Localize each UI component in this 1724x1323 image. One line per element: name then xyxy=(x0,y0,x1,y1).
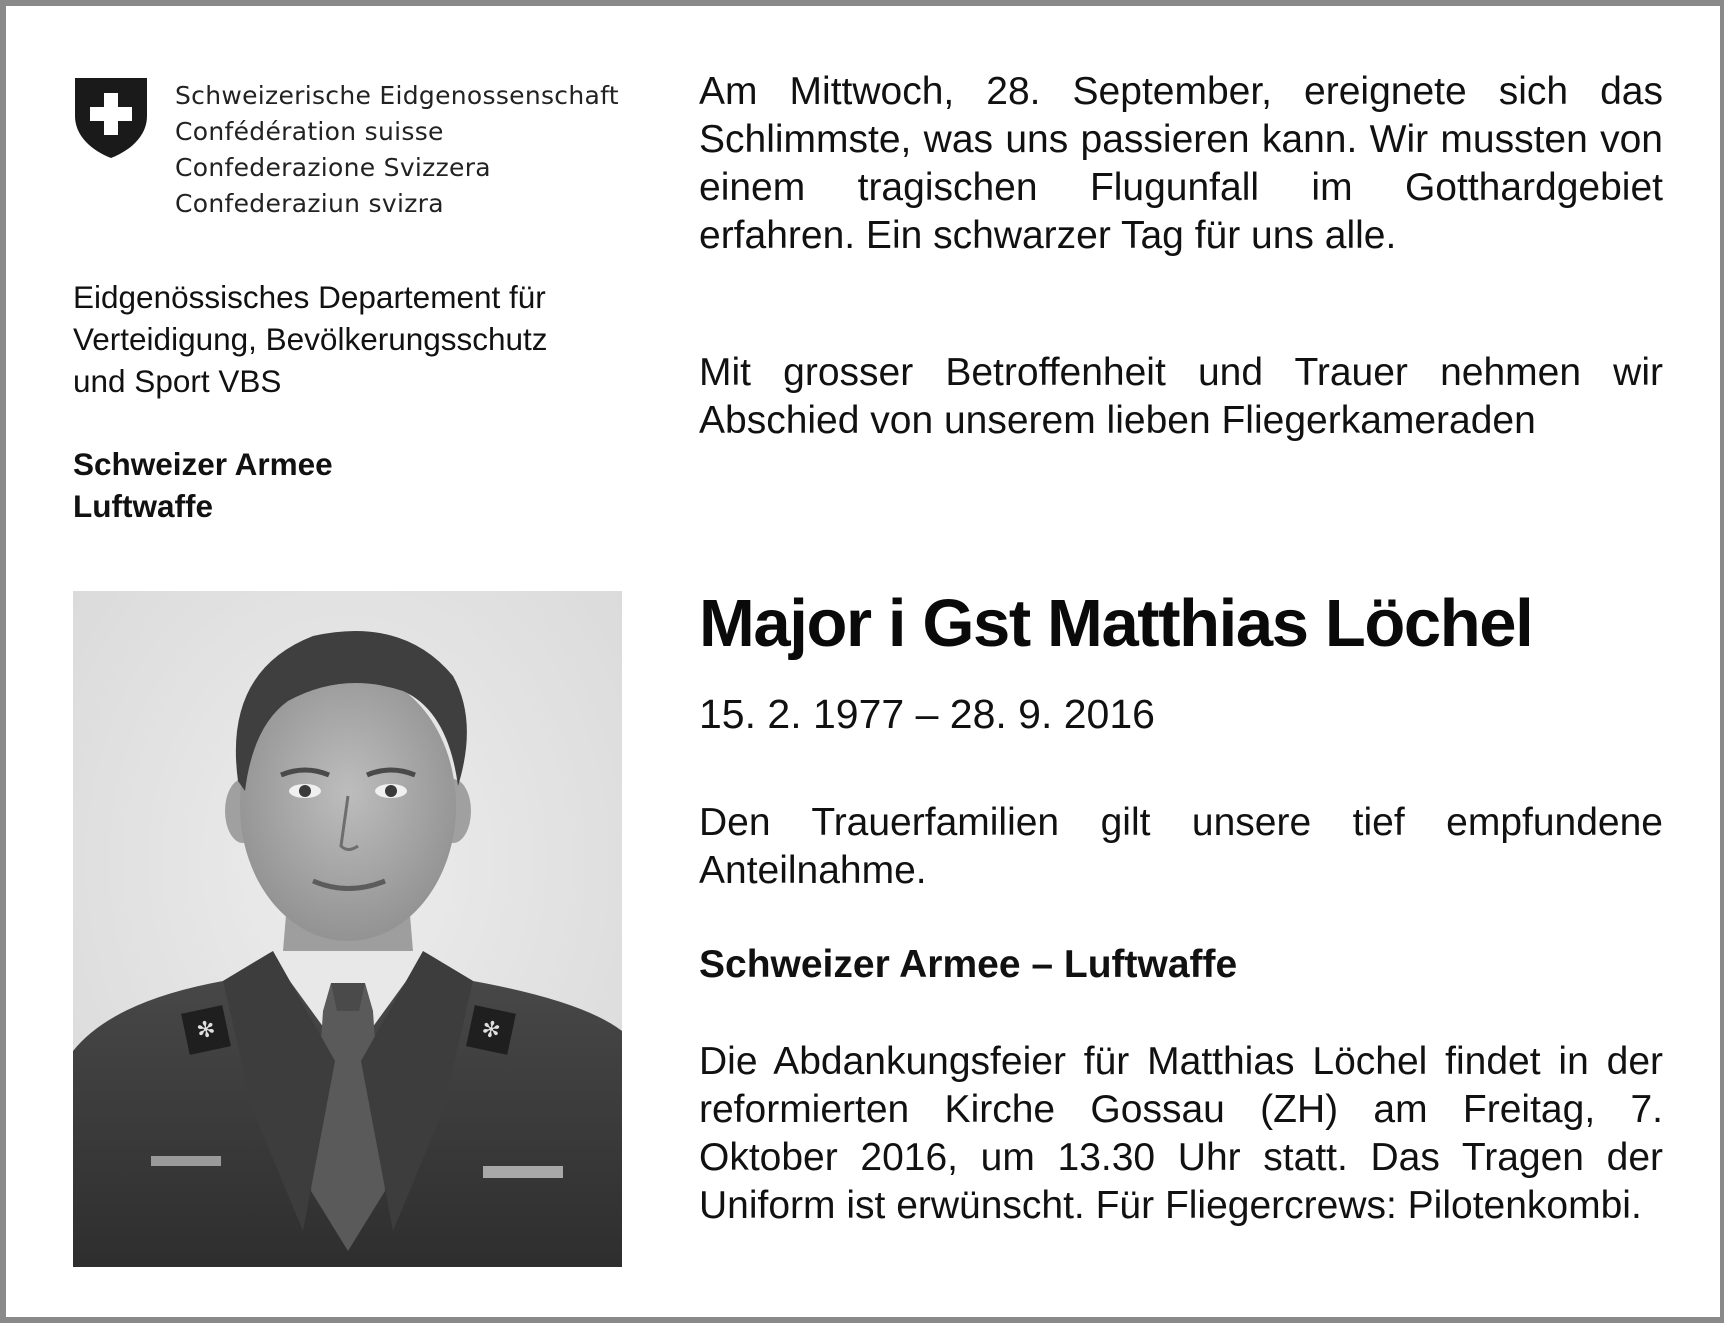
signature-line: Schweizer Armee – Luftwaffe xyxy=(699,943,1238,986)
department-line: Eidgenössisches Departement für xyxy=(73,279,546,315)
swiss-shield-icon xyxy=(73,76,149,160)
svg-text:✻: ✻ xyxy=(479,1016,503,1045)
department-line: und Sport VBS xyxy=(73,363,282,399)
intro-paragraph: Am Mittwoch, 28. September, ereignete sich das Schlimmste, was uns passieren kann. Wir mussten von einem tragischen Flugunfall im Gotthardgebiet erfahren. Ein schwarzer Tag für uns alle. xyxy=(699,70,1663,257)
department-name xyxy=(73,276,548,402)
svg-text:✻: ✻ xyxy=(194,1016,218,1045)
unit-name xyxy=(73,443,333,527)
confed-line-de: Schweizerische Eidgenossenschaft xyxy=(175,81,619,110)
department-line: Verteidigung, Bevölkerungsschutz xyxy=(73,321,548,357)
unit-line-army: Schweizer Armee xyxy=(73,446,333,482)
confed-line-rm: Confederaziun svizra xyxy=(175,189,444,218)
portrait-photo xyxy=(73,591,622,1267)
service-paragraph: Die Abdankungsfeier für Matthias Löchel findet in der reformierten Kirche Gossau (ZH) am Freitag, 7. Oktober 2016, um 13.30 Uhr statt. Das Tragen der Uniform ist erwünscht. Für Fliegercrews: Pilotenkombi. xyxy=(699,1040,1663,1227)
swiss-confederation-logo xyxy=(73,76,633,226)
life-dates: 15. 2. 1977 – 28. 9. 2016 xyxy=(699,691,1155,737)
deceased-name: Major i Gst Matthias Löchel xyxy=(699,586,1533,661)
condolence-paragraph: Den Trauerfamilien gilt unsere tief empfundene Anteilnahme. xyxy=(699,801,1663,892)
portrait-illustration xyxy=(73,591,622,1267)
confed-line-fr: Confédération suisse xyxy=(175,117,444,146)
confederation-names xyxy=(175,78,619,222)
confed-line-it: Confederazione Svizzera xyxy=(175,153,491,182)
farewell-paragraph: Mit grosser Betroffenheit und Trauer nehmen wir Abschied von unserem lieben Fliegerkameraden xyxy=(699,351,1663,442)
unit-line-airforce: Luftwaffe xyxy=(73,488,213,524)
